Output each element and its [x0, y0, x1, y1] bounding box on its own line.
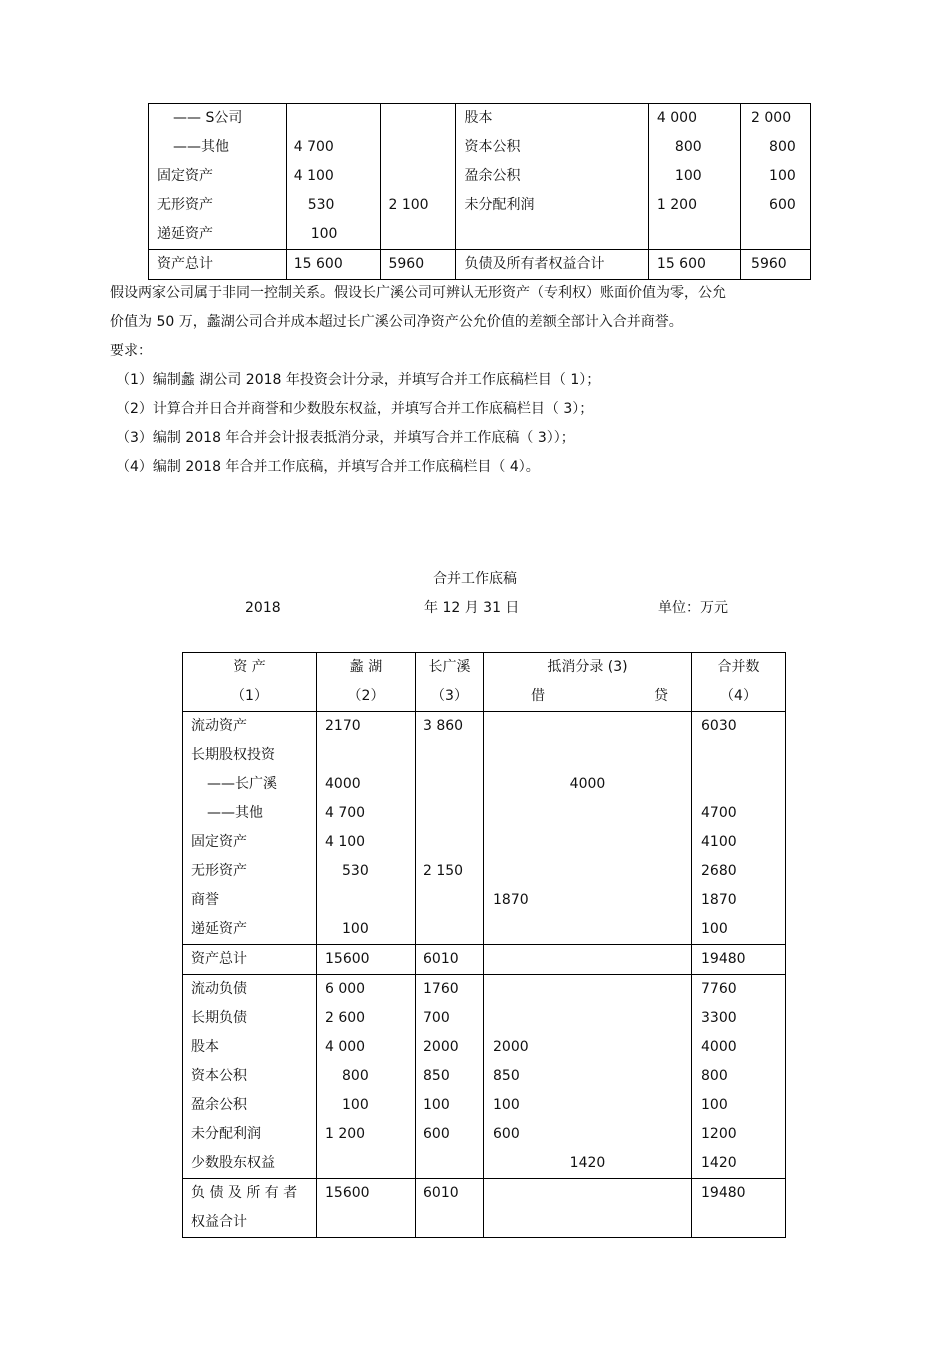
value: [423, 915, 483, 944]
value: 600: [769, 197, 796, 213]
value: 4 700: [293, 139, 334, 155]
elim-total-cell: [484, 1179, 692, 1238]
header-label: （4）: [720, 688, 757, 704]
value: 4 000: [656, 110, 698, 126]
value: 15 600: [648, 250, 740, 280]
value: 4700: [701, 805, 737, 821]
row-label: 递延资产: [191, 921, 247, 937]
value: 4 100: [293, 168, 334, 184]
total-label-cell: [183, 945, 317, 975]
cons-values: [692, 712, 786, 945]
value: [701, 741, 785, 770]
value: 5960: [741, 250, 811, 280]
value: 2 600: [325, 1010, 366, 1026]
row-label: 流动负债: [191, 981, 247, 997]
value: 1420: [569, 1155, 606, 1171]
value: 800: [769, 139, 796, 155]
cons-total-cell: [692, 1179, 786, 1238]
cgx-values: [416, 712, 484, 945]
value: [388, 133, 455, 162]
value: [701, 770, 785, 799]
asset-items: [183, 712, 317, 945]
value: 4100: [701, 834, 737, 850]
value: [423, 741, 483, 770]
company-b-liab-cell: [741, 104, 811, 250]
value: [423, 1149, 483, 1178]
row-label: 盈余公积: [191, 1097, 247, 1113]
value: [493, 857, 682, 886]
value: 2 150: [423, 863, 464, 879]
lihu-total-cell: [317, 945, 416, 975]
header-label: 抵消分录 (3): [547, 659, 628, 675]
value: 100: [310, 226, 338, 242]
value: 2170: [325, 718, 361, 734]
value: 2000: [493, 1039, 529, 1055]
row-label: ——长广溪: [207, 776, 277, 792]
value: 2 100: [388, 197, 429, 213]
value: 100: [769, 168, 796, 184]
asset-section: [183, 712, 786, 945]
credit-label: 贷: [654, 688, 668, 704]
asset-item: ——其他: [173, 139, 229, 155]
header-label: （2）: [347, 688, 385, 704]
liability-section: [183, 975, 786, 1179]
value: [493, 712, 682, 741]
debit-label: 借: [531, 688, 545, 704]
col-lihu-header: [317, 653, 416, 712]
header-label: 蠡 湖: [349, 659, 383, 675]
value: 600: [493, 1126, 520, 1142]
value: 4 100: [325, 834, 366, 850]
header-label: （1）: [231, 688, 268, 704]
value: 800: [701, 1068, 728, 1084]
value: 2000: [423, 1039, 459, 1055]
worksheet-year: 2018: [245, 600, 281, 616]
cons-values: [692, 975, 786, 1179]
total-label-cell: [183, 1179, 317, 1238]
balance-sheet-table: [148, 103, 811, 280]
lihu-total-cell: [317, 1179, 416, 1238]
value: 4000: [701, 1039, 737, 1055]
asset-item: 递延资产: [157, 226, 213, 242]
header-row: [183, 653, 786, 712]
elim-total-cell: [484, 945, 692, 975]
liab-items: [183, 975, 317, 1179]
consolidation-worksheet: [182, 652, 786, 1238]
value: 6010: [423, 951, 459, 967]
liability-item: 股本: [464, 110, 493, 126]
value: [493, 1179, 682, 1208]
value: 1870: [493, 892, 529, 908]
value: 100: [423, 1097, 450, 1113]
cons-total-cell: [692, 945, 786, 975]
total-label: 负债及所有者权益合计: [456, 250, 648, 280]
row-label: 长期股权投资: [191, 747, 275, 763]
header-label: （3）: [431, 688, 468, 704]
value: [388, 162, 455, 191]
asset-item: —— S公司: [173, 110, 243, 126]
value: 4000: [325, 776, 361, 792]
value: 4 700: [325, 805, 366, 821]
value: [423, 799, 483, 828]
value: 600: [423, 1126, 450, 1142]
liability-items-cell: [456, 104, 648, 250]
value: [325, 741, 415, 770]
asset-item: 无形资产: [157, 197, 213, 213]
row-label: 流动资产: [191, 718, 247, 734]
value: 1420: [701, 1155, 737, 1171]
cgx-values: [416, 975, 484, 1179]
col-elim-header: [484, 653, 692, 712]
value: [493, 1004, 682, 1033]
value: 6030: [701, 718, 737, 734]
row-label: 商誉: [191, 892, 219, 908]
value: [325, 1149, 415, 1178]
value: 2680: [701, 863, 737, 879]
requirements-heading: 要求：: [110, 343, 152, 359]
value: 3 860: [423, 718, 464, 734]
value: 19480: [701, 951, 746, 967]
liability-item: [464, 220, 647, 249]
value: [493, 828, 682, 857]
value: 15600: [325, 951, 370, 967]
liability-item: 盈余公积: [464, 168, 521, 184]
worksheet-date: 年 12 月 31 日: [424, 600, 520, 616]
row-label: 固定资产: [191, 834, 247, 850]
value: [493, 945, 682, 974]
paragraph-line: 假设两家公司属于非同一控制关系。假设长广溪公司可辨认无形资产（专利权）账面价值为零，公允: [110, 285, 726, 301]
table-row: [149, 104, 811, 250]
row-label: 无形资产: [191, 863, 247, 879]
value: [423, 828, 483, 857]
value: 530: [342, 863, 369, 879]
value: [493, 799, 682, 828]
liab-total-row: [183, 1179, 786, 1238]
row-label: 长期负债: [191, 1010, 247, 1026]
value: [657, 220, 740, 249]
value: 6 000: [325, 981, 366, 997]
value: 1870: [701, 892, 737, 908]
value: [294, 104, 381, 133]
row-label: 少数股东权益: [191, 1155, 275, 1171]
paragraph-line: 价值为 50 万，蠡湖公司合并成本超过长广溪公司净资产公允价值的差额全部计入合并商誉。: [110, 314, 683, 330]
debit-credit-labels: [493, 682, 682, 711]
liability-item: 未分配利润: [464, 197, 535, 213]
lihu-values: [317, 712, 416, 945]
asset-total-row: [183, 945, 786, 975]
value: 4000: [569, 776, 606, 792]
company-b-assets-cell: [381, 104, 456, 250]
value: 1 200: [656, 197, 698, 213]
value: 700: [423, 1010, 450, 1026]
value: 15 600: [286, 250, 381, 280]
value: 5960: [381, 250, 456, 280]
value: [493, 915, 682, 944]
value: 530: [307, 197, 335, 213]
lihu-values: [317, 975, 416, 1179]
value: 1200: [701, 1126, 737, 1142]
value: [325, 886, 415, 915]
row-label: 股本: [191, 1039, 219, 1055]
value: 3300: [701, 1010, 737, 1026]
worksheet-unit: 单位：万元: [658, 600, 728, 616]
asset-item: 固定资产: [157, 168, 213, 184]
value: [493, 741, 682, 770]
row-label: ——其他: [207, 805, 263, 821]
value: 100: [701, 921, 728, 937]
requirement-item: （4）编制 2018 年合并工作底稿，并填写合并工作底稿栏目（ 4）。: [116, 459, 540, 475]
value: 850: [423, 1068, 450, 1084]
row-label: 未分配利润: [191, 1126, 261, 1142]
value: [493, 975, 682, 1004]
value: 6010: [423, 1185, 459, 1201]
value: 2 000: [751, 110, 792, 126]
row-label: 权益合计: [191, 1214, 247, 1230]
value: 15600: [325, 1185, 370, 1201]
col-cons-header: [692, 653, 786, 712]
value: 19480: [701, 1185, 746, 1201]
requirement-item: （3）编制 2018 年合并会计报表抵消分录，并填写合并工作底稿（ 3））；: [116, 430, 575, 446]
worksheet-title: 合并工作底稿: [433, 571, 517, 587]
total-label: 资产总计: [149, 250, 287, 280]
requirement-item: （1）编制蠡 湖公司 2018 年投资会计分录，并填写合并工作底稿栏目（ 1）；: [116, 372, 601, 388]
value: 100: [342, 921, 369, 937]
header-label: 资 产: [233, 659, 266, 675]
row-label: 资产总计: [191, 951, 247, 967]
value: 1760: [423, 981, 459, 997]
company-a-liab-cell: [648, 104, 740, 250]
cgx-total-cell: [416, 1179, 484, 1238]
col-asset-header: [183, 653, 317, 712]
value: 4 000: [325, 1039, 366, 1055]
value: [423, 770, 483, 799]
header-label: 合并数: [717, 659, 760, 675]
elim-values: [484, 712, 692, 945]
value: 7760: [701, 981, 737, 997]
row-label: 负 债 及 所 有 者: [191, 1185, 298, 1201]
value: [751, 220, 810, 249]
col-cgx-header: [416, 653, 484, 712]
value: [388, 104, 455, 133]
liability-item: 资本公积: [464, 139, 521, 155]
requirement-item: （2）计算合并日合并商誉和少数股东权益，并填写合并工作底稿栏目（ 3）；: [116, 401, 594, 417]
value: [423, 886, 483, 915]
company-a-assets-cell: [286, 104, 381, 250]
elim-values: [484, 975, 692, 1179]
value: 850: [493, 1068, 520, 1084]
value: 800: [342, 1068, 369, 1084]
value: 800: [674, 139, 702, 155]
value: 100: [674, 168, 702, 184]
row-label: 资本公积: [191, 1068, 247, 1084]
header-label: 长广溪: [428, 659, 471, 675]
value: [388, 220, 455, 249]
asset-items-cell: [149, 104, 287, 250]
value: 1 200: [325, 1126, 366, 1142]
value: 100: [493, 1097, 520, 1113]
value: 100: [342, 1097, 369, 1113]
total-row: [149, 250, 811, 280]
value: 100: [701, 1097, 728, 1113]
cgx-total-cell: [416, 945, 484, 975]
